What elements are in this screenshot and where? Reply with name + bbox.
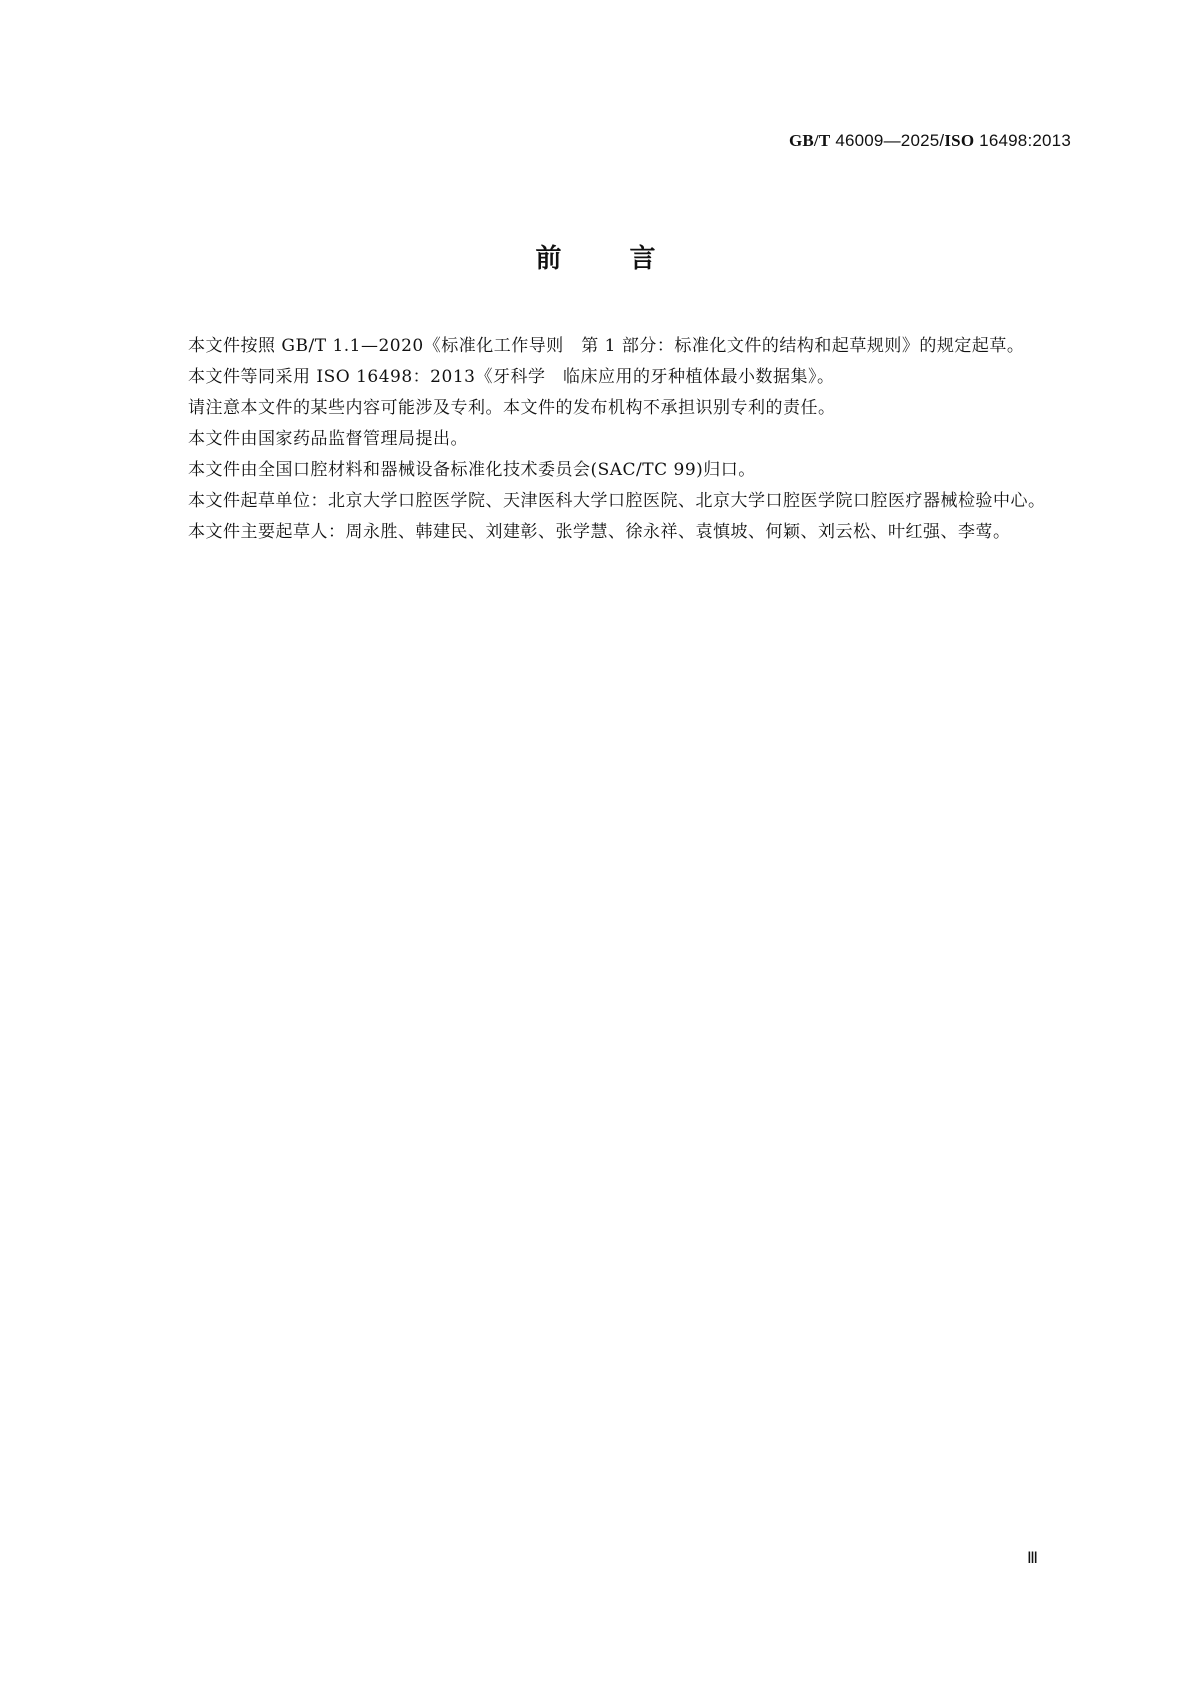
paragraph-committee: 本文件由全国口腔材料和器械设备标准化技术委员会(SAC/TC 99)归口。 [188,460,756,480]
standard-code-header [789,131,1071,151]
foreword-body [154,331,1059,548]
std-iso-number: 16498:2013 [974,131,1071,150]
title-char-2: 言 [629,244,656,274]
paragraph-patent-notice: 请注意本文件的某些内容可能涉及专利。本文件的发布机构不承担识别专利的责任。 [188,398,836,418]
page-number: Ⅲ [1027,1550,1039,1567]
std-iso-prefix: ISO [944,131,975,150]
paragraph-proposer: 本文件由国家药品监督管理局提出。 [188,429,468,449]
std-number: 46009—2025/ [830,131,945,150]
title-char-1: 前 [535,244,562,274]
paragraph-drafting-rules: 本文件按照 GB/T 1.1—2020《标准化工作导则 第 1 部分：标准化文件的结构和起草规则》的规定起草。 [188,336,1025,356]
paragraph-drafting-units: 本文件起草单位：北京大学口腔医学院、天津医科大学口腔医院、北京大学口腔医学院口腔医疗器械检验中心。 [188,491,1046,511]
paragraph-drafters: 本文件主要起草人：周永胜、韩建民、刘建彰、张学慧、徐永祥、袁慎坡、何颖、刘云松、叶红强、李莺。 [188,522,1011,542]
page-title [0,238,1191,275]
std-gb-prefix: GB/T [788,131,831,150]
paragraph-iso-adoption: 本文件等同采用 ISO 16498：2013《牙科学 临床应用的牙种植体最小数据集》。 [188,367,835,387]
